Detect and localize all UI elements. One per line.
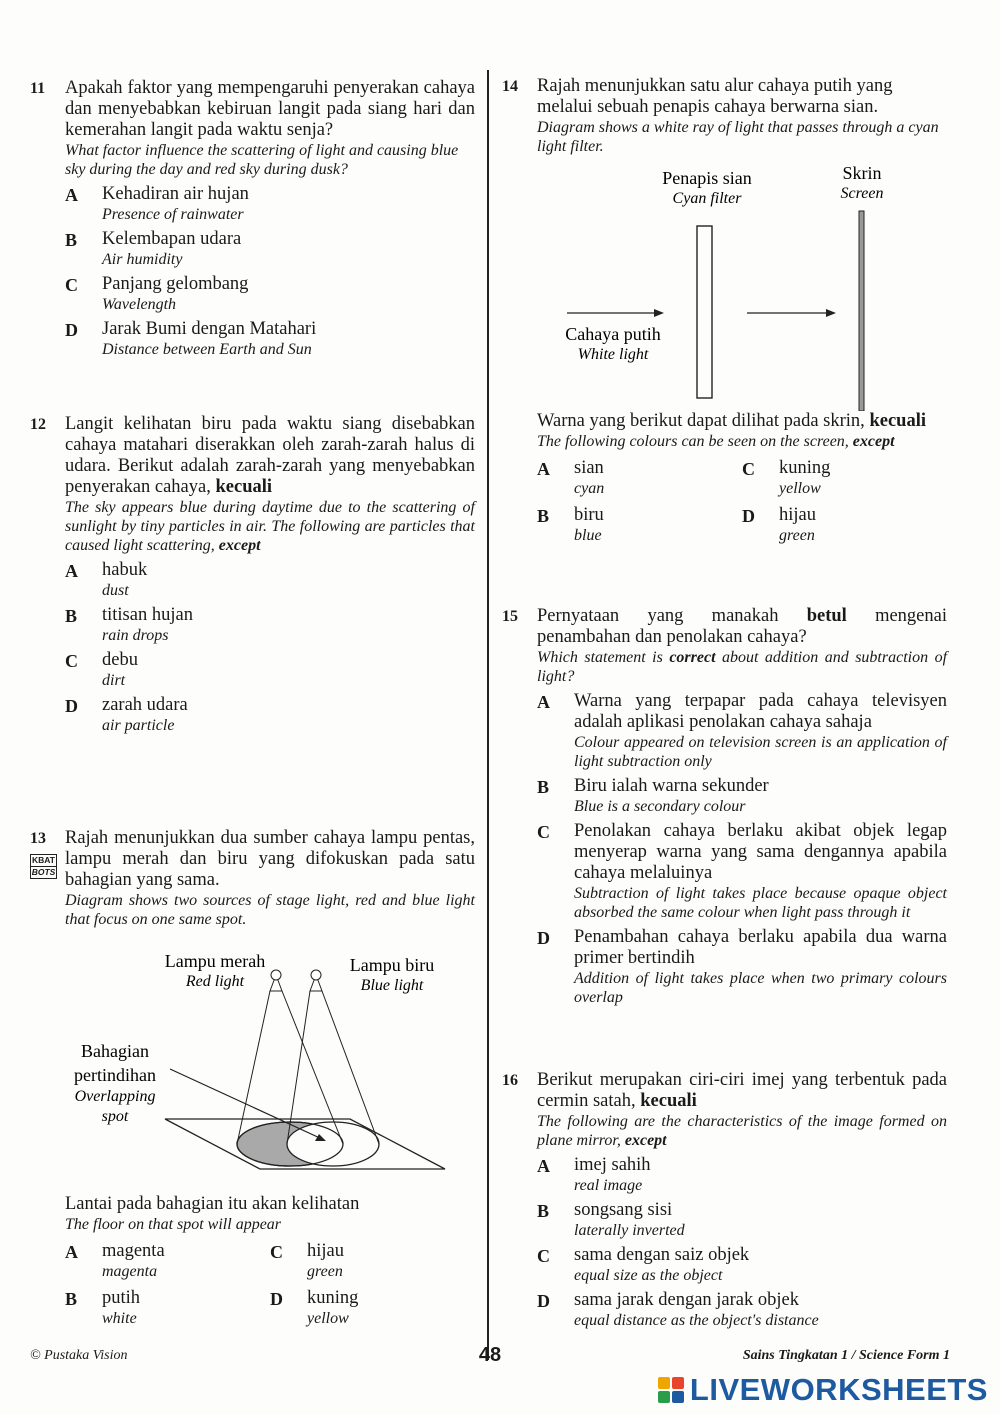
blue-lamp-icon [310,970,322,991]
option-text-ms: hijau [307,1241,344,1261]
option-text-en: Subtraction of light takes place because opaque object absorbed the same colour when light pass through it [574,885,947,921]
stem-text-ms [537,411,947,432]
liveworksheets-logo-icon [658,1377,684,1403]
question-text-ms [537,606,947,648]
option-text-ms: imej sahih [574,1155,651,1175]
option-text-en: cyan [574,480,605,497]
option-text-ms: titisan hujan [102,605,193,625]
option-letter: B [537,1201,550,1221]
option-letter: D [537,928,550,948]
question-text-en [65,498,475,555]
stem-text: Warna yang berikut dapat dilihat pada skrin, [537,411,865,431]
red-beam-left [237,991,270,1144]
question-text-en: Diagram shows two sources of stage light, red and blue light that focus on one same spot. [65,892,475,928]
option-text-en: Wavelength [102,296,177,313]
question-16 [502,1070,947,1330]
option-text-ms: debu [102,650,138,670]
filter-label-ms: Penapis sian [662,168,752,188]
option-text-ms: kuning [779,458,831,478]
option-c[interactable] [537,821,947,922]
option-text-en: real image [574,1177,643,1194]
option-text-ms: biru [574,505,604,525]
option-letter: B [65,230,78,250]
option-text-ms: Penambahan cahaya berlaku apabila dua warna primer bertindih [574,927,947,968]
option-b[interactable] [65,605,475,645]
stem-text: The following colours can be seen on the screen, [537,433,849,450]
liveworksheets-brand[interactable] [658,1372,988,1408]
option-b[interactable] [537,505,742,545]
overlap-pointer-line [170,1069,322,1139]
option-letter: C [537,1246,550,1266]
page-number: 48 [478,1344,502,1366]
transmitted-ray-arrowhead [826,309,836,317]
option-c[interactable] [537,1245,947,1285]
red-light-label-en: Red light [185,973,245,990]
option-text-en: air particle [102,717,175,734]
question-13 [30,828,475,1328]
logo-square [672,1391,684,1403]
question-text: Berikut merupakan ciri-ciri imej yang terbentuk pada cermin satah, [537,1070,947,1111]
option-letter: C [742,459,755,479]
option-d[interactable] [537,927,947,1007]
option-text-ms: Panjang gelombang [102,274,249,294]
option-text-ms: Kelembapan udara [102,229,242,249]
option-text-ms: habuk [102,560,148,580]
option-text-ms: putih [102,1288,141,1308]
question-number: 15 [502,608,518,625]
option-text-ms: kuning [307,1288,359,1308]
option-d[interactable] [65,695,475,735]
white-light-label-ms: Cahaya putih [565,324,661,344]
question-text-en: Diagram shows a white ray of light that passes through a cyan light filter. [537,119,939,155]
question-text: Langit kelihatan biru pada waktu siang disebabkan cahaya matahari diserakkan oleh zarah-zarah halus di udara. Berikut adalah zarah-zarah yang menyebabkan penyerakan cahaya, [65,414,475,497]
brand-name: LIVEWORKSHEETS [689,1372,988,1407]
option-text-ms: sama jarak dengan jarak objek [574,1290,799,1310]
screen-label-ms: Skrin [842,163,882,183]
option-letter: D [65,320,78,340]
overlap-label-en-1: Overlapping [74,1088,156,1105]
option-c[interactable] [65,274,475,314]
stem-text-en: The floor on that spot will appear [65,1216,282,1233]
keyword-bold: except [852,433,895,450]
question-text: The following are the characteristics of the image formed on plane mirror, [537,1113,947,1149]
red-lamp-icon [270,970,282,991]
question-text-ms: Rajah menunjukkan dua sumber cahaya lampu pentas, lampu merah dan biru yang difokuskan pada satu bahagian yang sama. [65,828,475,890]
question-text: about addition and subtraction of light? [537,649,948,685]
question-number: 14 [502,78,518,95]
option-d[interactable] [270,1288,475,1328]
option-letter: B [65,1289,78,1309]
option-letter: B [537,506,550,526]
question-text-ms: Rajah menunjukkan satu alur cahaya putih yang melalui sebuah penapis cahaya berwarna sian. [537,76,893,117]
option-text-en: green [779,527,815,544]
option-text-en: dirt [102,672,126,689]
logo-square [672,1377,684,1389]
option-letter: C [537,822,550,842]
option-letter: A [537,1156,550,1176]
option-text-en: green [307,1263,343,1280]
stem-text-en [537,432,947,451]
option-text-ms: magenta [102,1241,165,1261]
kbat-badge [30,854,57,879]
option-text-en: magenta [102,1263,158,1280]
option-text-ms: Jarak Bumi dengan Matahari [102,319,317,339]
question-number: 13 [30,830,46,847]
overlap-label-ms-2: pertindihan [74,1065,156,1085]
option-text-en: Presence of rainwater [102,206,244,223]
stem-text-ms: Lantai pada bahagian itu akan kelihatan [65,1194,360,1214]
option-text-en: Air humidity [102,251,183,268]
option-text-en: dust [102,582,129,599]
badge-bottom: BOTS [31,867,56,877]
option-text-en: laterally inverted [574,1222,685,1239]
stage-light-diagram [30,929,475,1194]
option-text-ms: zarah udara [102,695,188,715]
option-a[interactable] [65,1241,270,1281]
red-light-label-ms: Lampu merah [164,951,266,971]
option-letter: B [65,606,78,626]
option-a[interactable] [537,691,947,771]
question-number: 11 [30,80,46,97]
keyword-bold: betul [806,606,847,626]
keyword-bold: except [218,537,261,554]
overlap-label-en-2: spot [101,1108,129,1125]
question-text-en: What factor influence the scattering of light and causing blue sky during the day and red sky during dusk? [65,142,459,178]
option-text-en: Distance between Earth and Sun [102,341,312,358]
keyword-bold: kecuali [640,1091,697,1111]
option-c[interactable] [742,458,947,498]
badge-top: KBAT [32,855,55,865]
question-number: 16 [502,1072,518,1089]
incident-ray-arrowhead [654,309,664,317]
option-letter: A [65,185,78,205]
option-text-en: yellow [779,480,821,497]
question-text: Which statement is [537,649,663,666]
subject-title: Sains Tingkatan 1 / Science Form 1 [742,1348,950,1363]
option-letter: B [537,777,550,797]
publisher-credit: © Pustaka Vision [30,1348,128,1363]
option-text-en: Blue is a secondary colour [574,798,746,815]
question-text-en [537,1112,947,1150]
option-text-en: equal size as the object [574,1267,723,1284]
option-a[interactable] [537,1155,947,1195]
option-text-en: yellow [307,1310,349,1327]
logo-square [658,1391,670,1403]
keyword-bold: kecuali [869,411,926,431]
option-d[interactable] [65,319,475,359]
option-letter: D [65,696,78,716]
option-text-ms: sian [574,458,604,478]
question-text: mengenai penambahan dan penolakan cahaya? [537,606,947,647]
option-text-en: Addition of light takes place when two primary colours overlap [574,970,947,1006]
question-text-en [537,648,947,686]
blue-beam-left [287,991,310,1144]
question-12 [30,414,475,735]
option-b[interactable] [537,776,947,816]
question-14 [502,76,947,545]
filter-label-en: Cyan filter [672,190,742,207]
option-a[interactable] [65,560,475,600]
option-text-ms: Kehadiran air hujan [102,184,249,204]
option-d[interactable] [742,505,947,545]
white-light-label-en: White light [577,346,649,363]
option-c[interactable] [270,1241,475,1281]
option-a[interactable] [537,458,742,498]
keyword-bold: correct [669,649,716,666]
option-letter: A [537,692,550,712]
option-text-ms: hijau [779,505,816,525]
option-letter: C [65,651,78,671]
option-letter: D [537,1291,550,1311]
column-divider [487,70,489,1360]
cyan-filter [697,226,712,398]
keyword-bold: kecuali [215,477,273,497]
screen [859,211,864,411]
question-text-ms: Apakah faktor yang mempengaruhi penyerakan cahaya dan menyebabkan kebiruan langit pada siang hari dan kemerahan langit pada waktu senja? [65,78,475,140]
option-text-ms: songsang sisi [574,1200,673,1220]
option-d[interactable] [537,1290,947,1330]
option-letter: D [270,1289,283,1309]
blue-light-label-ms: Lampu biru [349,955,435,975]
screen-label-en: Screen [840,185,884,202]
overlap-label-ms-1: Bahagian [81,1041,149,1061]
option-b[interactable] [65,1288,270,1328]
option-text-ms: Warna yang terpapar pada cahaya televisyen adalah aplikasi penolakan cahaya sahaja [574,691,947,732]
red-beam-right [282,991,343,1144]
option-text-en: white [102,1310,137,1327]
question-text-ms [537,1070,947,1112]
option-letter: C [65,275,78,295]
question-text-ms [65,414,475,498]
option-letter: A [65,1242,78,1262]
option-letter: C [270,1242,283,1262]
keyword-bold: except [624,1132,667,1149]
option-b[interactable] [65,229,475,269]
option-letter: A [65,561,78,581]
option-letter: A [537,459,550,479]
option-text-en: blue [574,527,602,544]
option-text-ms: sama dengan saiz objek [574,1245,750,1265]
option-text-en: Colour appeared on television screen is an application of light subtraction only [574,734,947,770]
question-number: 12 [30,416,46,433]
option-text-en: equal distance as the object's distance [574,1312,819,1329]
question-text: Pernyataan yang manakah [537,606,779,626]
option-letter: D [742,506,755,526]
option-text-ms: Penolakan cahaya berlaku akibat objek legap menyerap warna yang sama dengannya apabila cahaya melaluinya [574,821,947,883]
question-15 [502,606,947,1007]
cyan-filter-diagram [502,156,947,411]
option-c[interactable] [65,650,475,690]
logo-square [658,1377,670,1389]
blue-beam-right [322,991,379,1144]
option-text-en: rain drops [102,627,169,644]
blue-light-label-en: Blue light [360,977,424,994]
option-text-ms: Biru ialah warna sekunder [574,776,769,796]
question-text: The sky appears blue during daytime due to the scattering of sunlight by tiny particles in air. The following are particles that caused light scattering, [65,499,475,554]
option-b[interactable] [537,1200,947,1240]
question-11 [30,78,475,359]
option-a[interactable] [65,184,475,224]
